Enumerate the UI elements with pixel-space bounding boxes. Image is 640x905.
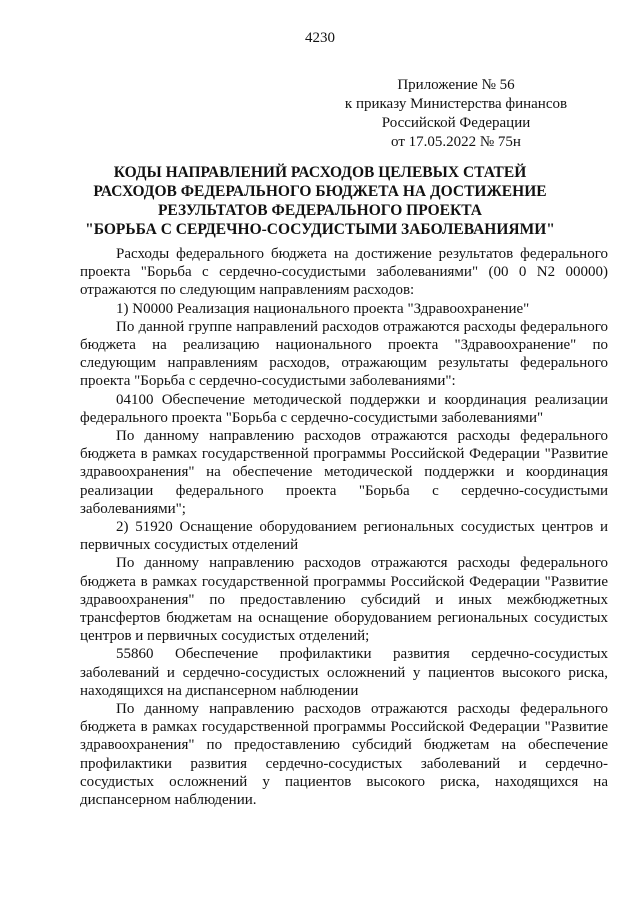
page-number: 4230 [305,30,335,46]
body-paragraph: По данному направлению расходов отражаются расходы федерального бюджета в рамках государственной программы Российской Федерации "Развитие здравоохранения" по предоставлению субсидий и иных межбюджетных трансфертов бюджетам на оснащение оборудованием региональных сосудистых центров и первичных сосудистых отделений; [80,555,608,645]
appendix-line: от 17.05.2022 № 75н [391,134,521,150]
body-paragraph: По данной группе направлений расходов отражаются расходы федерального бюджета на реализацию национального проекта "Здравоохранение" по следующим направлениям расходов, отражающим результаты федерального проекта "Борьба с сердечно-сосудистыми заболеваниями": [80,318,608,390]
appendix-header [326,76,586,152]
appendix-line: Российской Федерации [381,115,531,131]
body-paragraph: По данному направлению расходов отражаются расходы федерального бюджета в рамках государственной программы Российской Федерации "Развитие здравоохранения" по предоставлению субсидий бюджетам на обеспечение профилактики развития сердечно-сосудистых заболеваний и сердечно-сосудистых осложнений у пациентов высокого риска, находящихся на диспансерном наблюдении. [80,701,608,809]
title-line: РАСХОДОВ ФЕДЕРАЛЬНОГО БЮДЖЕТА НА ДОСТИЖЕНИЕ [93,183,547,200]
body-paragraph: 1) N0000 Реализация национального проекта "Здравоохранение" [116,300,530,317]
body-paragraph: Расходы федерального бюджета на достижение результатов федерального проекта "Борьба с сердечно-сосудистыми заболеваниями" (00 0 N2 00000) отражаются по следующим направлениям расходов: [80,246,608,299]
body-paragraph: 55860 Обеспечение профилактики развития сердечно-сосудистых заболеваний и сердечно-сосудистых осложнений у пациентов высокого риска, находящихся на диспансерном наблюдении [80,646,608,699]
body-paragraph: По данному направлению расходов отражаются расходы федерального бюджета в рамках государственной программы Российской Федерации "Развитие здравоохранения" на обеспечение методической поддержки и координация реализации федерального проекта "Борьба с сердечно-сосудистыми заболеваниями"; [80,428,608,517]
body-paragraph: 04100 Обеспечение методической поддержки и координация реализации федерального проекта "Борьба с сердечно-сосудистыми заболеваниями" [80,391,608,426]
document-body [80,245,608,809]
appendix-line: к приказу Министерства финансов [344,96,568,112]
title-line: "БОРЬБА С СЕРДЕЧНО-СОСУДИСТЫМИ ЗАБОЛЕВАНИЯМИ" [85,221,555,238]
appendix-line: Приложение № 56 [397,77,515,93]
title-line: РЕЗУЛЬТАТОВ ФЕДЕРАЛЬНОГО ПРОЕКТА [157,202,483,219]
document-title [60,163,580,239]
title-line: КОДЫ НАПРАВЛЕНИЙ РАСХОДОВ ЦЕЛЕВЫХ СТАТЕЙ [113,164,527,181]
body-paragraph: 2) 51920 Оснащение оборудованием региональных сосудистых центров и первичных сосудистых отделений [80,519,608,554]
